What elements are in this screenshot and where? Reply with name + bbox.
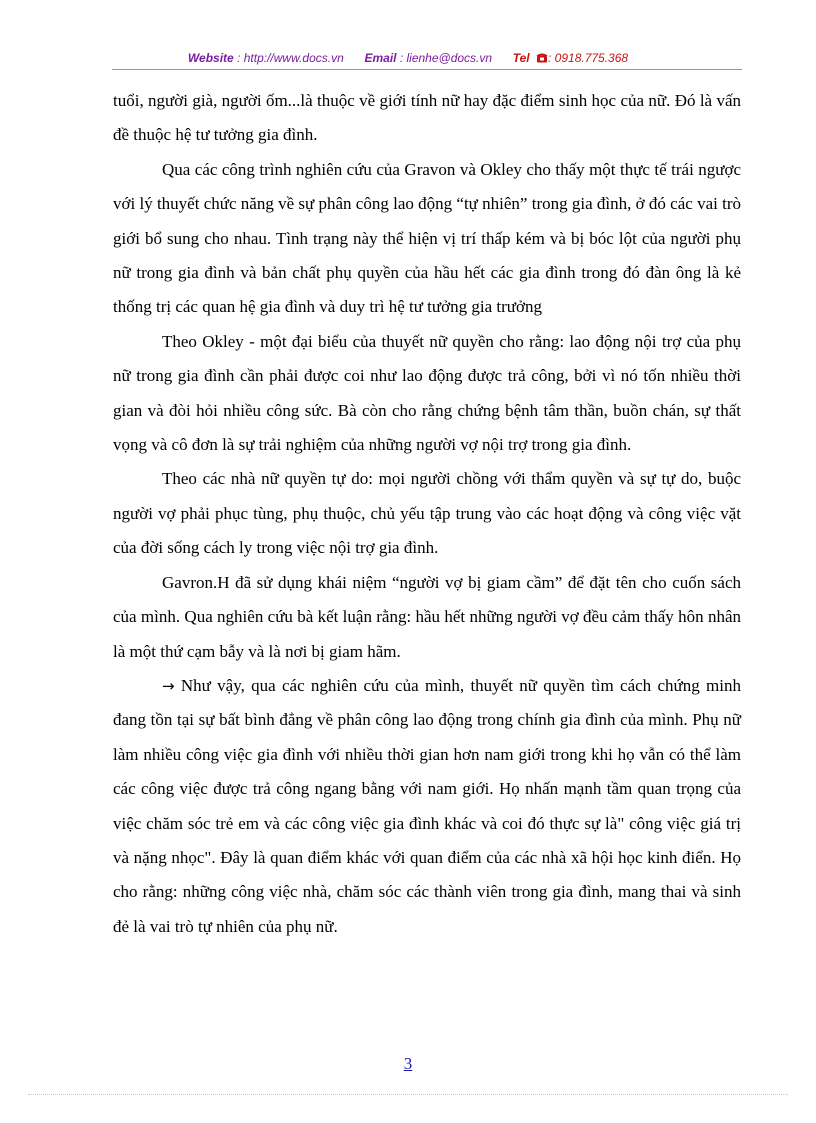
page-header — [0, 51, 816, 65]
document-body — [113, 84, 741, 944]
page-number: 3 — [403, 1054, 413, 1073]
phone-icon — [536, 52, 548, 63]
arrow-right-icon: → — [162, 676, 175, 695]
conclusion-paragraph — [113, 669, 741, 944]
conclusion-text: Như vậy, qua các nghiên cứu của mình, thuyết nữ quyền tìm cách chứng minh đang tồn tại sự bất bình đẳng về phân công lao động trong chính gia đình của mình. Phụ nữ làm nhiều công việc gia đình với nhiều thời gian hơn nam giới trong khi họ vẫn có thể làm các công việc được trả công ngang bằng với nam giới. Họ nhấn mạnh tầm quan trọng của việc chăm sóc trẻ em và các công việc gia đình khác và coi đó thực sự là" công việc giá trị và nặng nhọc". Đây là quan điểm khác với quan điểm của các nhà xã hội học kinh điển. Họ cho rằng: những công việc nhà, chăm sóc các thành viên trong gia đình, mang thai và sinh đẻ là vai trò tự nhiên của phụ nữ. — [113, 675, 741, 936]
paragraph: Theo các nhà nữ quyền tự do: mọi người chồng với thẩm quyền và sự tự do, buộc người vợ phải phục tùng, phụ thuộc, chủ yếu tập trung vào các hoạt động và công việc vặt của đời sống cách ly trong việc nội trợ gia đình. — [113, 469, 741, 558]
paragraph: tuổi, người già, người ốm...là thuộc về giới tính nữ hay đặc điểm sinh học của nữ. Đó là vấn đề thuộc hệ tư tưởng gia đình. — [113, 91, 741, 145]
website-label: Website — [187, 51, 234, 65]
email-label: Email — [364, 51, 397, 65]
website-link[interactable]: : http://www.docs.vn — [237, 51, 344, 65]
paragraph: Qua các công trình nghiên cứu của Gravon và Okley cho thấy một thực tế trái ngược với lý thuyết chức năng về sự phân công lao động “tự nhiên” trong gia đình, ở đó các vai trò giới bổ sung cho nhau. Tình trạng này thể hiện vị trí thấp kém và bị bóc lột của người phụ nữ trong gia đình và bản chất phụ quyền của hầu hết các gia đình trong đó đàn ông là kẻ thống trị các quan hệ gia đình và duy trì hệ tư tưởng gia trưởng — [113, 159, 741, 317]
email-link[interactable]: : lienhe@docs.vn — [399, 51, 493, 65]
page-bottom-divider — [28, 1094, 788, 1095]
paragraph: Theo Okley - một đại biểu của thuyết nữ quyền cho rằng: lao động nội trợ của phụ nữ trong gia đình cần phải được coi như lao động được trả công, bởi vì nó tốn nhiều thời gian và đòi hỏi nhiều công sức. Bà còn cho rằng chứng bệnh tâm thần, buồn chán, sự thất vọng và cô đơn là sự trải nghiệm của những người vợ nội trợ trong gia đình. — [113, 331, 741, 455]
header-divider — [112, 69, 742, 70]
tel-label: Tel — [512, 51, 530, 65]
tel-value: : 0918.775.368 — [548, 51, 629, 65]
paragraph: Gavron.H đã sử dụng khái niệm “người vợ bị giam cầm” để đặt tên cho cuốn sách của mình. Qua nghiên cứu bà kết luận rằng: hầu hết những người vợ đều cảm thấy hôn nhân là một thứ cạm bẫy và là nơi bị giam hãm. — [113, 572, 741, 661]
